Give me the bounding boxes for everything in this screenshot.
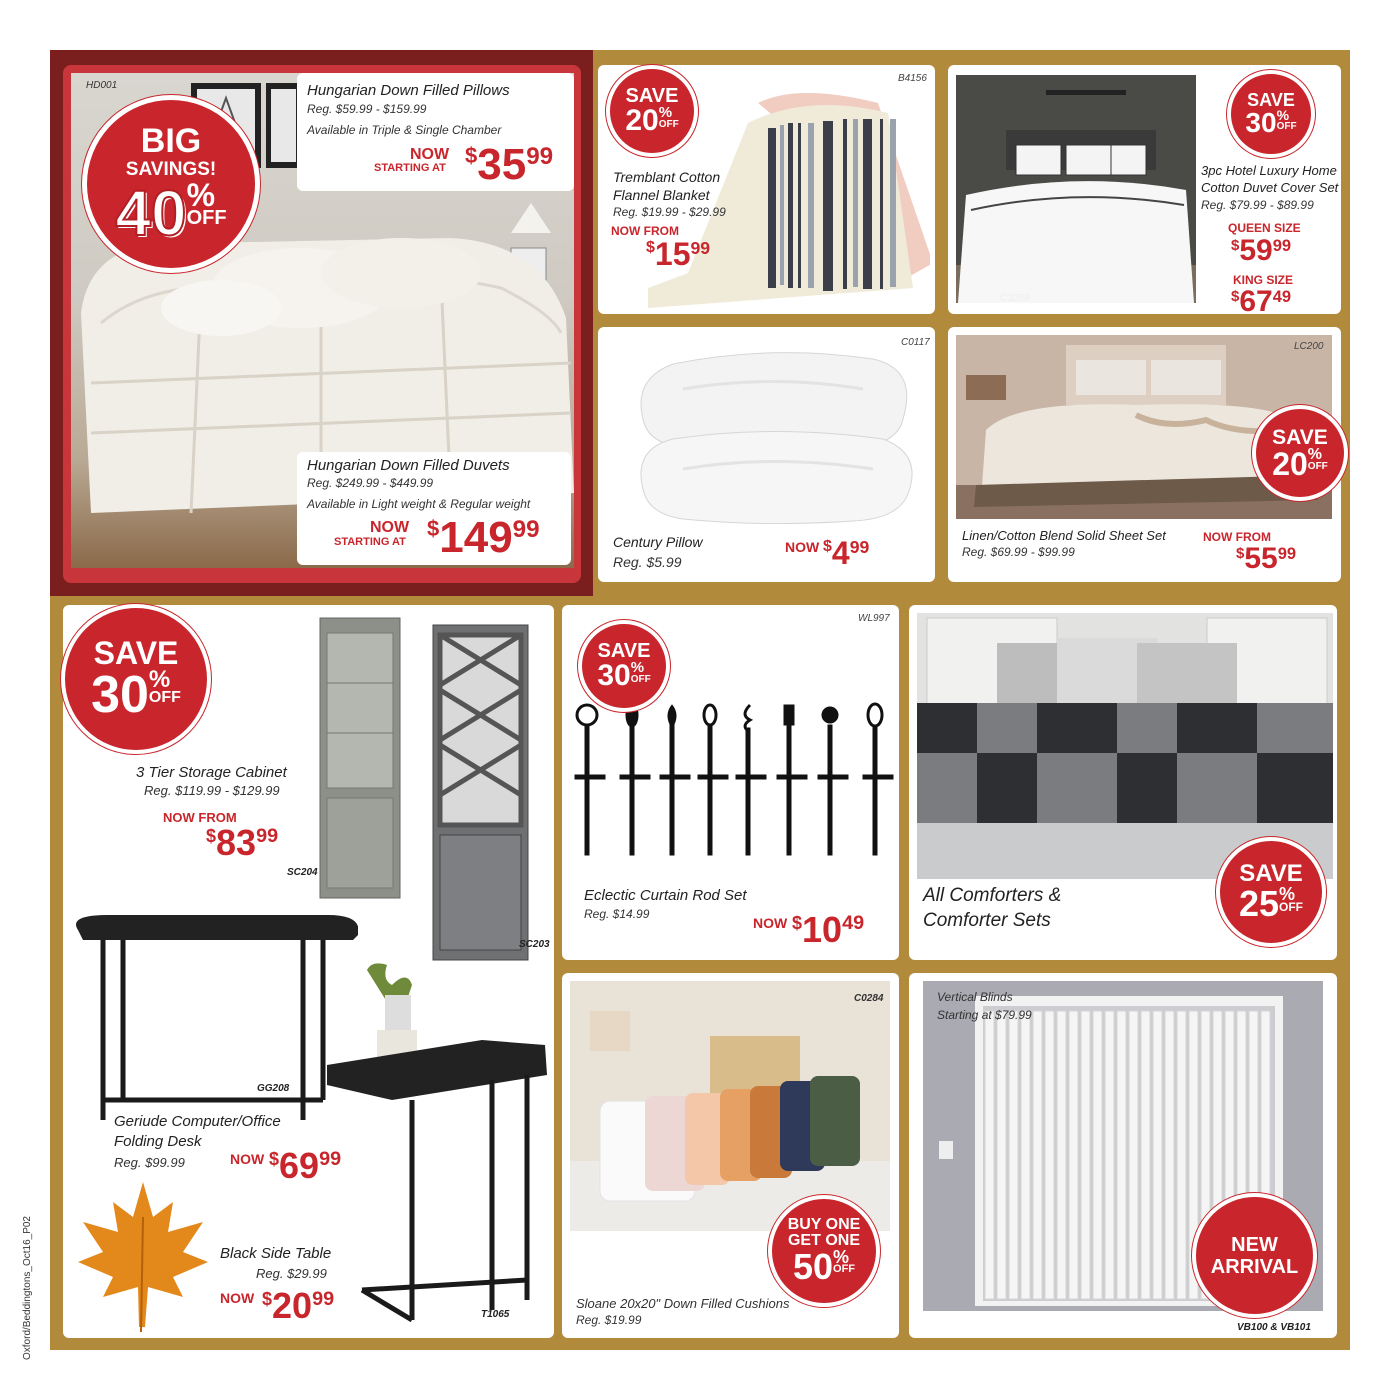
blind-slat xyxy=(1105,1011,1114,1299)
hero-duvets-name: Hungarian Down Filled Duvets xyxy=(307,457,510,474)
maple-leaf-icon xyxy=(73,1177,213,1337)
sheet-price: $^{\$}55^{99}$ xyxy=(1236,542,1297,575)
pillow-photo xyxy=(623,349,923,524)
blind-slat xyxy=(1033,1011,1042,1299)
comforter-save-badge: SAVE 25 % OFF xyxy=(1216,837,1326,947)
hero-pillows-now: NOW xyxy=(410,146,450,163)
hero-duvets-note: Available in Light weight & Regular weight xyxy=(307,497,531,511)
desk-price: $^{\$}69^{99}$ xyxy=(269,1145,342,1186)
desk-photo xyxy=(68,910,358,1125)
duvet-cover-king: KING SIZE xyxy=(1233,273,1294,287)
sheet-reg: Reg. $69.99 - $99.99 xyxy=(962,545,1075,559)
duvet-cover-save-badge: SAVE 30 % OFF xyxy=(1227,70,1315,158)
desk-reg: Reg. $99.99 xyxy=(114,1155,185,1170)
badge-big: BIG xyxy=(140,121,202,160)
side-table-photo xyxy=(327,960,547,1330)
blind-slat xyxy=(1009,1011,1018,1299)
curtain-name: Eclectic Curtain Rod Set xyxy=(584,887,747,904)
blind-slat xyxy=(1093,1011,1102,1299)
sheet-code: LC200 xyxy=(1294,341,1324,352)
side-table-now: NOW xyxy=(220,1290,255,1306)
blinds-code: VB100 & VB101 xyxy=(1237,1322,1311,1333)
hero-code: HD001 xyxy=(86,80,118,91)
desk-now: NOW xyxy=(230,1151,265,1167)
blind-slat xyxy=(985,1011,994,1299)
duvet-cover-name-1: 3pc Hotel Luxury Home xyxy=(1201,163,1337,178)
desk-name-1: Geriude Computer/Office xyxy=(114,1113,281,1130)
hero-pillows-starting: STARTING AT xyxy=(374,162,446,174)
blind-slat xyxy=(1165,1011,1174,1299)
hero-pillows-name: Hungarian Down Filled Pillows xyxy=(307,82,510,99)
duvet-cover-reg: Reg. $79.99 - $89.99 xyxy=(1201,198,1314,212)
furniture-save-badge: SAVE 30 % OFF xyxy=(61,604,211,754)
sheet-save-badge: SAVE 20 % OFF xyxy=(1252,405,1348,501)
side-table-code: T1065 xyxy=(481,1309,510,1320)
hero-duvets-now: NOW xyxy=(370,519,410,536)
blind-slat xyxy=(1129,1011,1138,1299)
cabinet-reg: Reg. $119.99 - $129.99 xyxy=(144,783,280,798)
cabinet-code-1: SC204 xyxy=(287,867,318,878)
cabinet-price: $^{\$}83^{99}$ xyxy=(206,822,279,863)
side-table-reg: Reg. $29.99 xyxy=(256,1266,327,1281)
blanket-save-badge: SAVE 20 % OFF xyxy=(606,65,698,157)
duvet-cover-king-price: $^{\$}67^{49}$ xyxy=(1231,285,1292,314)
badge-savings: SAVINGS! xyxy=(125,158,217,180)
pillow-now: NOW xyxy=(785,539,820,555)
blinds-starting: Starting at $79.99 xyxy=(937,1008,1032,1022)
blind-slat xyxy=(1045,1011,1054,1299)
cushions-bogo-badge: BUY ONE GET ONE 50 % OFF xyxy=(768,1195,880,1307)
curtain-now: NOW xyxy=(753,915,788,931)
pillow-price: $^{\$}4^{99}$ xyxy=(823,535,870,571)
sheet-now-from: NOW FROM xyxy=(1203,530,1271,544)
comforter-name-2: Comforter Sets xyxy=(923,910,1051,931)
blinds-name: Vertical Blinds xyxy=(937,990,1013,1004)
blind-slat xyxy=(1069,1011,1078,1299)
blanket-now-from: NOW FROM xyxy=(611,224,679,238)
duvet-cover-queen-price: $^{\$}59^{99}$ xyxy=(1231,234,1292,267)
pillow-reg: Reg. $5.99 xyxy=(613,554,682,570)
blind-slat xyxy=(1057,1011,1066,1299)
blanket-name-1: Tremblant Cotton xyxy=(613,169,721,185)
badge-pct-sym: % xyxy=(186,176,216,213)
badge-pct: 40 xyxy=(115,176,187,249)
pillow-card xyxy=(598,327,935,582)
hero-duvets-starting: STARTING AT xyxy=(334,536,406,548)
curtain-code: WL997 xyxy=(858,613,890,624)
sheet-name: Linen/Cotton Blend Solid Sheet Set xyxy=(962,528,1166,543)
hero-duvets-reg: Reg. $249.99 - $449.99 xyxy=(307,476,434,490)
hero-pillows-note: Available in Triple & Single Chamber xyxy=(307,123,502,137)
curtain-price: $^{\$}10^{49}$ xyxy=(792,909,865,950)
pillow-name: Century Pillow xyxy=(613,534,703,550)
hero-pillows-price: $^{\$}35^{99}$ xyxy=(465,140,554,189)
footer-code: Oxford/Beddingtons_Oct16_P02 xyxy=(22,1216,33,1360)
blanket-price: $^{\$}15^{99}$ xyxy=(646,236,711,272)
desk-code: GG208 xyxy=(257,1083,290,1094)
duvet-cover-photo xyxy=(956,75,1196,303)
cushions-reg: Reg. $19.99 xyxy=(576,1313,642,1327)
hero-pillows-reg: Reg. $59.99 - $159.99 xyxy=(307,102,427,116)
cushions-photo xyxy=(570,981,890,1231)
side-table-price: $^{\$}20^{99}$ xyxy=(262,1285,335,1326)
side-table-name: Black Side Table xyxy=(220,1245,332,1262)
blind-slat xyxy=(997,1011,1006,1299)
cabinet-code-2: SC203 xyxy=(519,939,550,950)
badge-off: OFF xyxy=(186,207,227,230)
blind-slat xyxy=(1153,1011,1162,1299)
tall-cabinet-photo xyxy=(428,620,533,965)
cushions-name: Sloane 20x20" Down Filled Cushions xyxy=(576,1296,790,1311)
hero-big-savings-badge xyxy=(82,95,260,273)
blind-slat xyxy=(1117,1011,1126,1299)
pillow-code: C0117 xyxy=(901,337,930,348)
desk-name-2: Folding Desk xyxy=(114,1133,202,1150)
cushions-code: C0284 xyxy=(854,993,884,1004)
blanket-reg: Reg. $19.99 - $29.99 xyxy=(613,205,726,219)
curtain-reg: Reg. $14.99 xyxy=(584,907,650,921)
duvet-cover-queen: QUEEN SIZE xyxy=(1228,221,1301,235)
blanket-code: B4156 xyxy=(898,73,927,84)
blind-slat xyxy=(1141,1011,1150,1299)
blinds-new-arrival-badge: NEW ARRIVAL xyxy=(1192,1193,1317,1318)
hero-duvets-price: $^{\$}149^{99}$ xyxy=(427,513,540,562)
blanket-name-2: Flannel Blanket xyxy=(613,187,710,203)
curtain-save-badge: SAVE 30 % OFF xyxy=(578,620,670,712)
storage-cabinet-photo xyxy=(315,613,405,903)
comforter-name-1: All Comforters & xyxy=(923,885,1062,906)
curtain-rods-photo xyxy=(572,700,897,860)
cabinet-name: 3 Tier Storage Cabinet xyxy=(136,764,287,781)
duvet-cover-name-2: Cotton Duvet Cover Set xyxy=(1201,180,1339,195)
blind-slat xyxy=(1081,1011,1090,1299)
blind-slat xyxy=(1021,1011,1030,1299)
cabinet-now-from: NOW FROM xyxy=(163,810,237,825)
blind-slat xyxy=(1177,1011,1186,1299)
duvet-cover-code: C3259 xyxy=(1000,293,1030,304)
